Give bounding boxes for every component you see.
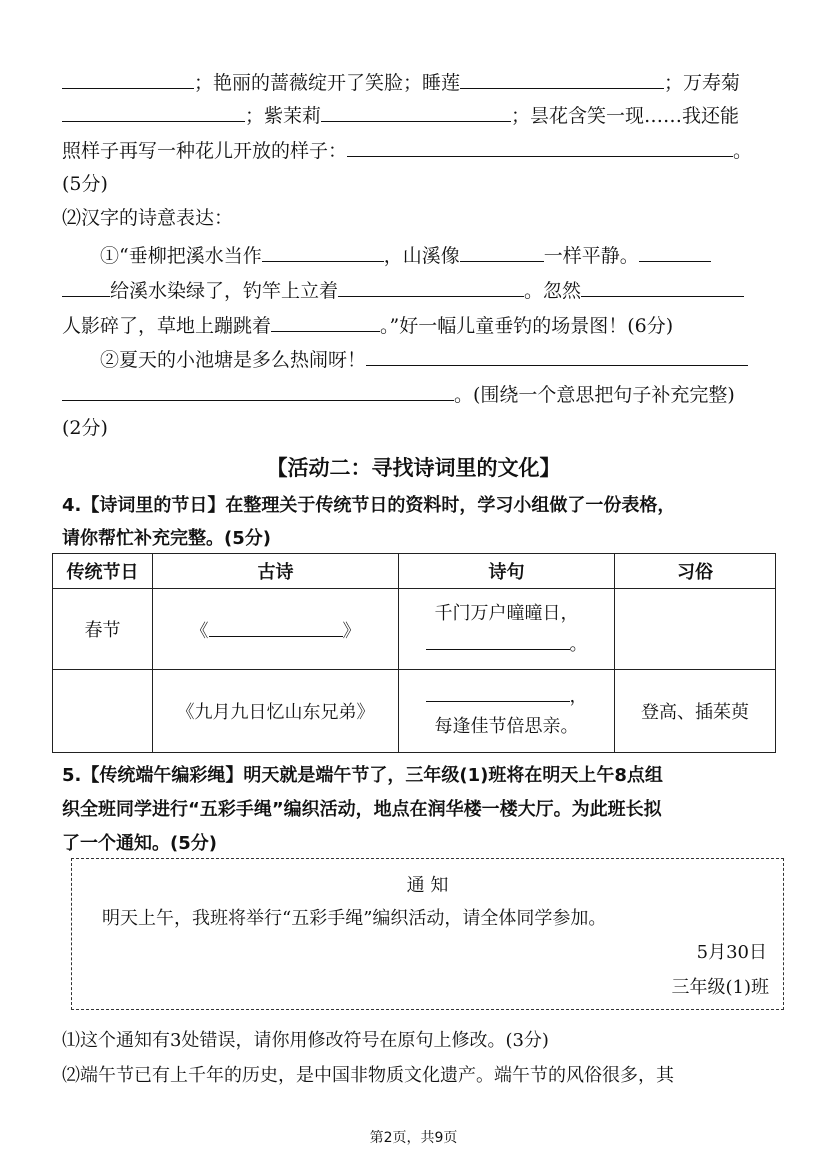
cell-poem: 《 》 bbox=[153, 589, 399, 670]
answer-blank[interactable] bbox=[262, 241, 384, 262]
header-verse: 诗句 bbox=[399, 554, 615, 589]
q4-prompt-line-1: 4.【诗词里的节日】在整理关于传统节日的资料时，学习小组做了一份表格， bbox=[62, 495, 676, 516]
q3-line-2: ；紫茉莉 ；昙花含笑一现……我还能 bbox=[62, 101, 739, 129]
q3-subquestion-2: ⑵汉字的诗意表达： bbox=[62, 207, 234, 229]
festival-table bbox=[52, 553, 776, 753]
q3-poem-line-3: 人影碎了，草地上蹦跳着 。”好一幅儿童垂钓的场景图！(6分) bbox=[62, 311, 673, 339]
header-poem: 古诗 bbox=[153, 554, 399, 589]
section-heading: 【活动二：寻找诗词里的文化】 bbox=[266, 456, 561, 480]
q3-score-2: (2分) bbox=[62, 417, 108, 439]
q5-prompt-line-2: 织全班同学进行“五彩手绳”编织活动，地点在润华楼一楼大厅。为此班长拟 bbox=[62, 799, 662, 820]
notice-signature: 三年级(1)班 bbox=[671, 977, 769, 998]
q3-line-1: ；艳丽的蔷薇绽开了笑脸；睡莲 ；万寿菊 bbox=[62, 68, 740, 96]
q5-subquestion-1: ⑴这个通知有3处错误，请你用修改符号在原句上修改。(3分) bbox=[62, 1030, 549, 1051]
answer-blank[interactable] bbox=[62, 276, 110, 297]
answer-blank[interactable] bbox=[426, 681, 570, 702]
answer-blank[interactable] bbox=[347, 136, 733, 157]
notice-box bbox=[71, 858, 784, 1010]
q3-line-3: 照样子再写一种花儿开放的样子： 。 bbox=[62, 136, 752, 164]
answer-blank[interactable] bbox=[460, 241, 544, 262]
q5-subquestion-2: ⑵端午节已有上千年的历史，是中国非物质文化遗产。端午节的风俗很多，其 bbox=[62, 1065, 674, 1086]
cell-verse: ， 每逢佳节倍思亲。 bbox=[399, 670, 615, 753]
answer-blank[interactable] bbox=[321, 101, 511, 122]
cell-verse: 千门万户曈曈日， 。 bbox=[399, 589, 615, 670]
answer-blank[interactable] bbox=[460, 68, 664, 89]
answer-blank[interactable] bbox=[366, 345, 748, 366]
q5-prompt-line-1: 5.【传统端午编彩绳】明天就是端午节了，三年级(1)班将在明天上午8点组 bbox=[62, 765, 663, 786]
cell-custom: 登高、插茱萸 bbox=[615, 670, 776, 753]
notice-title: 通 知 bbox=[406, 875, 449, 896]
answer-blank[interactable] bbox=[426, 629, 570, 650]
answer-blank[interactable] bbox=[271, 311, 380, 332]
notice-body: 明天上午，我班将举行“五彩手绳”编织活动，请全体同学参加。 bbox=[102, 908, 607, 929]
answer-blank[interactable] bbox=[639, 241, 711, 262]
table-header-row bbox=[53, 554, 776, 589]
cell-festival[interactable] bbox=[53, 670, 153, 753]
page-number: 第2页，共9页 bbox=[369, 1130, 458, 1146]
q5-prompt-line-3: 了一个通知。(5分) bbox=[62, 833, 217, 854]
notice-date: 5月30日 bbox=[696, 942, 767, 963]
header-festival: 传统节日 bbox=[53, 554, 153, 589]
table-row bbox=[53, 589, 776, 670]
q3-score-1: (5分) bbox=[62, 173, 108, 195]
answer-blank[interactable] bbox=[62, 380, 454, 401]
q3-pond-line: ②夏天的小池塘是多么热闹呀！ bbox=[100, 345, 748, 373]
answer-blank[interactable] bbox=[209, 616, 343, 637]
table-row bbox=[53, 670, 776, 753]
header-custom: 习俗 bbox=[615, 554, 776, 589]
cell-poem: 《九月九日忆山东兄弟》 bbox=[153, 670, 399, 753]
answer-blank[interactable] bbox=[62, 101, 245, 122]
cell-festival: 春节 bbox=[53, 589, 153, 670]
q3-poem-line-1: ①“垂柳把溪水当作 ，山溪像 一样平静。 bbox=[100, 241, 711, 269]
q3-poem-line-2: 给溪水染绿了，钓竿上立着 。忽然 bbox=[62, 276, 744, 304]
answer-blank[interactable] bbox=[338, 276, 524, 297]
cell-custom[interactable] bbox=[615, 589, 776, 670]
answer-blank[interactable] bbox=[581, 276, 744, 297]
answer-blank[interactable] bbox=[62, 68, 194, 89]
q3-pond-line-2: 。(围绕一个意思把句子补充完整) bbox=[62, 380, 735, 408]
q4-prompt-line-2: 请你帮忙补充完整。(5分) bbox=[62, 528, 271, 549]
